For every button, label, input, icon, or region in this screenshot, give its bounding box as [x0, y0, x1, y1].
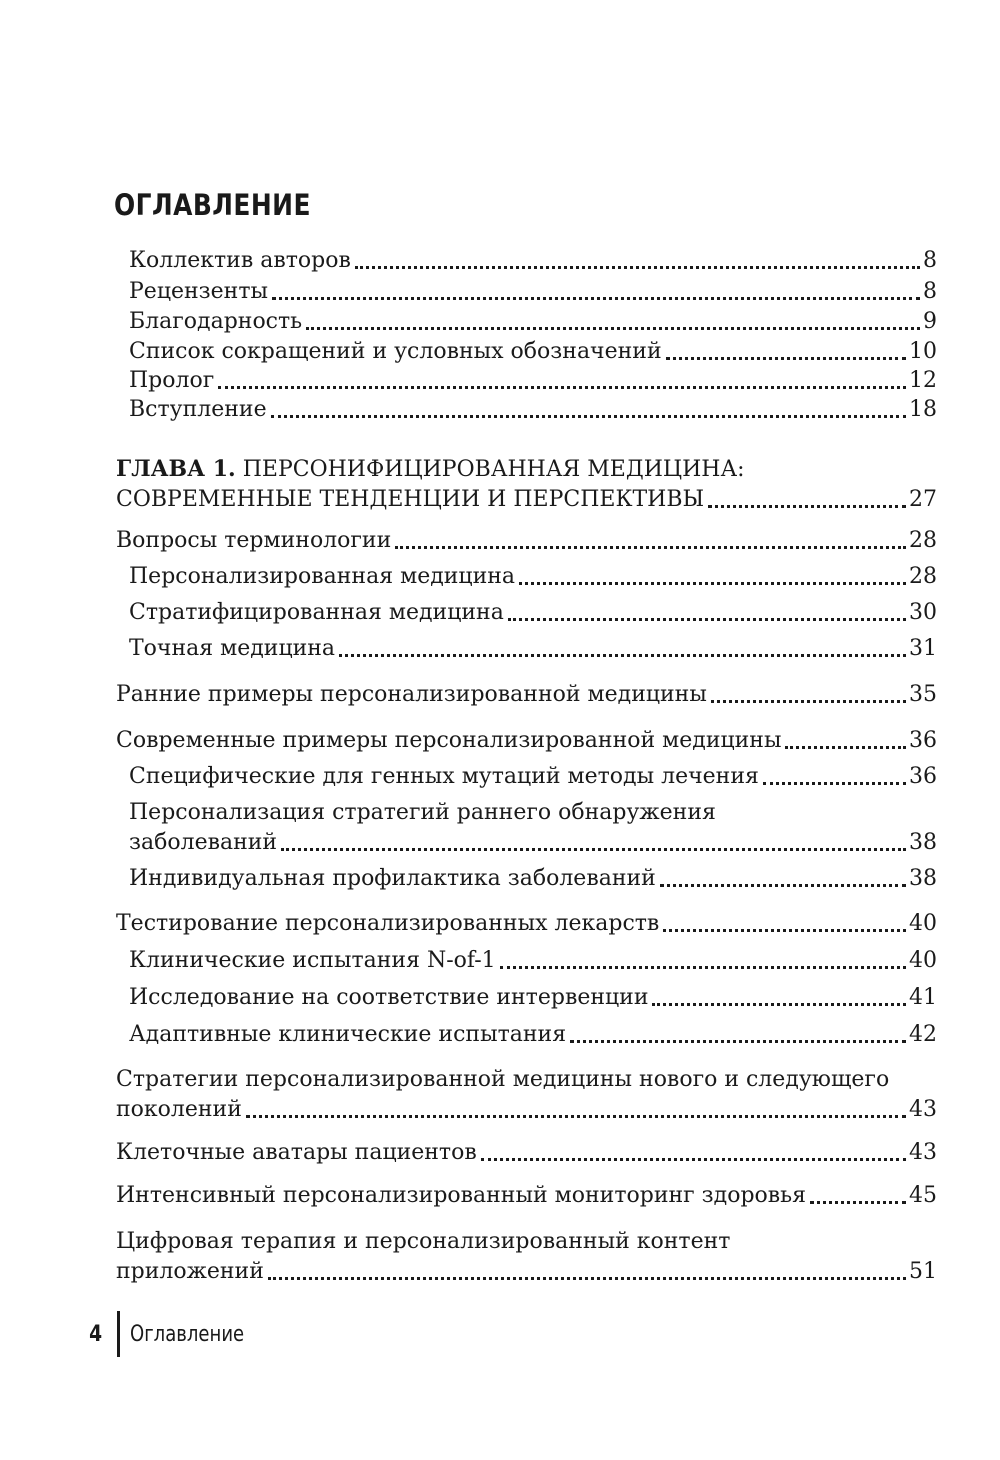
toc-entry-line-2 — [116, 1257, 937, 1287]
chapter-title-line-2 — [116, 485, 937, 515]
toc-entry-multiline[interactable] — [129, 798, 937, 858]
toc-entry-title: Стратегии персонализированной медицины нового и следующего — [116, 1067, 890, 1092]
toc-entry-page: 31 — [909, 636, 937, 661]
toc-entry[interactable] — [129, 562, 937, 592]
toc-entry[interactable] — [129, 337, 937, 367]
running-title: Оглавление — [130, 1321, 245, 1347]
toc-entry[interactable] — [116, 726, 937, 756]
toc-entry-page: 27 — [909, 487, 937, 512]
toc-entry[interactable] — [116, 1138, 937, 1168]
chapter-entry[interactable] — [116, 454, 937, 515]
dot-leader — [810, 1201, 906, 1204]
toc-entry-page: 12 — [909, 368, 937, 393]
toc-entry-page: 38 — [909, 866, 937, 891]
toc-entry[interactable] — [116, 1181, 937, 1211]
toc-entry-page: 51 — [909, 1259, 937, 1284]
toc-entry[interactable] — [129, 366, 937, 396]
toc-entry-page: 36 — [909, 764, 937, 789]
toc-entry-title: Ранние примеры персонализированной медицины — [116, 682, 707, 707]
toc-entry-page: 35 — [909, 682, 937, 707]
toc-entry-title: Клеточные аватары пациентов — [116, 1140, 477, 1165]
dot-leader — [508, 618, 906, 621]
toc-entry[interactable] — [116, 909, 937, 939]
toc-entry[interactable] — [116, 526, 937, 556]
toc-entry-title: Вступление — [129, 397, 267, 422]
toc-entry[interactable] — [129, 277, 937, 307]
dot-leader — [660, 884, 906, 887]
toc-entry[interactable] — [129, 983, 937, 1013]
toc-entry-title: Тестирование персонализированных лекарств — [116, 911, 660, 936]
toc-entry-page: 30 — [909, 600, 937, 625]
toc-entry-title: Персонализированная медицина — [129, 564, 516, 589]
dot-leader — [306, 327, 920, 330]
dot-leader — [785, 746, 906, 749]
dot-leader — [481, 1158, 906, 1161]
dot-leader — [711, 700, 906, 703]
toc-entry-page: 28 — [909, 564, 937, 589]
dot-leader — [519, 582, 906, 585]
dot-leader — [666, 357, 906, 360]
page-title: ОГЛАВЛЕНИЕ — [114, 188, 311, 222]
dot-leader — [272, 297, 920, 300]
toc-entry-title: Исследование на соответствие интервенции — [129, 985, 649, 1010]
footer-divider — [117, 1311, 120, 1357]
dot-leader — [271, 415, 906, 418]
toc-entry-page: 40 — [909, 911, 937, 936]
toc-entry-page: 38 — [909, 830, 937, 855]
toc-entry-title: Интенсивный персонализированный мониторинг здоровья — [116, 1183, 807, 1208]
toc-entry-page: 41 — [909, 985, 937, 1010]
dot-leader — [339, 654, 906, 657]
dot-leader — [663, 929, 906, 932]
toc-entry-title: Вопросы терминологии — [116, 528, 392, 553]
toc-entry-page: 36 — [909, 728, 937, 753]
toc-entry-title-continued: приложений — [116, 1259, 264, 1284]
toc-entry-page: 43 — [909, 1140, 937, 1165]
toc-entry-title: Точная медицина — [129, 636, 336, 661]
toc-entry-title: Клинические испытания N-of-1 — [129, 948, 496, 973]
toc-entry-page: 8 — [923, 248, 937, 273]
dot-leader — [763, 782, 906, 785]
chapter-number: ГЛАВА 1. — [116, 456, 236, 482]
toc-entry-page: 43 — [909, 1097, 937, 1122]
page-number: 4 — [89, 1321, 103, 1347]
toc-entry-title: Специфические для генных мутаций методы лечения — [129, 764, 759, 789]
toc-entry-page: 45 — [909, 1183, 937, 1208]
toc-entry-title: Стратифицированная медицина — [129, 600, 504, 625]
toc-entry-title: Рецензенты — [129, 279, 269, 304]
dot-leader — [652, 1003, 906, 1006]
toc-entry-title: Благодарность — [129, 309, 303, 334]
toc-entry-page: 9 — [923, 309, 937, 334]
toc-entry-multiline[interactable] — [116, 1227, 937, 1287]
toc-entry-title: Индивидуальная профилактика заболеваний — [129, 866, 656, 891]
toc-entry[interactable] — [129, 395, 937, 425]
toc-entry-line-2 — [116, 1095, 937, 1125]
toc-entry[interactable] — [116, 680, 937, 710]
dot-leader — [281, 848, 906, 851]
toc-entry-page: 42 — [909, 1022, 937, 1047]
toc-entry-title: Современные примеры персонализированной медицины — [116, 728, 782, 753]
toc-entry-page: 28 — [909, 528, 937, 553]
toc-entry[interactable] — [129, 307, 937, 337]
toc-entry-multiline[interactable] — [116, 1065, 937, 1125]
toc-entry[interactable] — [129, 634, 937, 664]
dot-leader — [500, 966, 906, 969]
toc-entry[interactable] — [129, 762, 937, 792]
dot-leader — [268, 1277, 906, 1280]
toc-entry-page: 40 — [909, 948, 937, 973]
dot-leader — [355, 266, 920, 269]
chapter-title-line-1 — [116, 454, 937, 485]
toc-entry[interactable] — [129, 1020, 937, 1050]
toc-entry-title-continued: заболеваний — [129, 830, 278, 855]
toc-entry-page: 10 — [909, 339, 937, 364]
dot-leader — [218, 386, 906, 389]
dot-leader — [246, 1115, 906, 1118]
toc-entry-line-2 — [129, 828, 937, 858]
toc-entry-title: Цифровая терапия и персонализированный контент — [116, 1229, 731, 1254]
toc-entry-title: Персонализация стратегий раннего обнаружения — [129, 800, 716, 825]
dot-leader — [708, 505, 906, 508]
toc-entry[interactable] — [129, 598, 937, 628]
page-footer — [88, 1311, 270, 1357]
toc-entry-title: Список сокращений и условных обозначений — [129, 339, 662, 364]
toc-entry-page: 8 — [923, 279, 937, 304]
toc-entry[interactable] — [129, 246, 937, 276]
toc-entry-title-continued: поколений — [116, 1097, 242, 1122]
toc-entry[interactable] — [129, 864, 937, 894]
toc-entry-title: Адаптивные клинические испытания — [129, 1022, 567, 1047]
dot-leader — [570, 1040, 906, 1043]
chapter-title-continued: СОВРЕМЕННЫЕ ТЕНДЕНЦИИ И ПЕРСПЕКТИВЫ — [116, 487, 705, 512]
toc-entry[interactable] — [129, 946, 937, 976]
toc-entry-page: 18 — [909, 397, 937, 422]
chapter-title: ПЕРСОНИФИЦИРОВАННАЯ МЕДИЦИНА: — [242, 457, 745, 482]
toc-entry-title: Коллектив авторов — [129, 248, 351, 273]
dot-leader — [395, 546, 906, 549]
toc-entry-title: Пролог — [129, 368, 215, 393]
